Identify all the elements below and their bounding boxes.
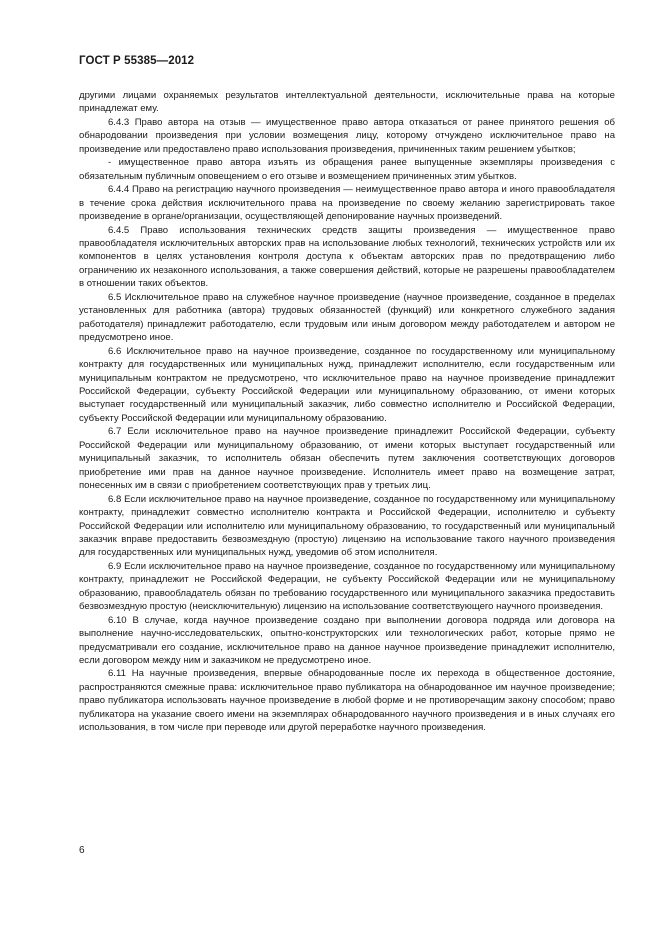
paragraph-6-10: 6.10 В случае, когда научное произведение создано при выполнении договора подряда или договора на выполнение научно-исследовательских, опытно-конструкторских или технологических работ, которые прямо не предусматривали его создание, исключительное право на данное научное произведение принадлежит исполнителю, если договором между ним и заказчиком не предусмотрено иное.: [79, 614, 615, 667]
paragraph-6-11: 6.11 На научные произведения, впервые обнародованные после их перехода в общественное достояние, распространяются смежные права: исключительное право публикатора на обнародованное им научное произведение; право публикатора использовать научное произведение в любой форме и не противоречащим закону способом; право публикатора на указание своего имени на экземплярах обнародованного научного произведения и в иных случаях его использования, в том числе при переводе или другой переработке научного произведения.: [79, 668, 615, 734]
paragraph-6-4-3: 6.4.3 Право автора на отзыв — имущественное право автора отказаться от ранее принятого решения об обнародовании произведения при условии возмещения лицу, которому отчуждено исключительное право на произведение или предоставлено право использования произведения, причиненных таким решением убытков;: [79, 116, 615, 155]
paragraph-6-4-5: 6.4.5 Право использования технических средств защиты произведения — имущественное право правообладателя исключительных авторских прав на использование любых технологий, технических устройств или их компонентов в целях установления контроля доступа к объектам авторских прав по предотвращению либо ограничению их незаконного использования, а также совершения действий, которые не разрешены правообладателем в отношении таких объектов.: [79, 224, 615, 290]
document-body: [79, 89, 615, 735]
paragraph-continuation: другими лицами охраняемых результатов интеллектуальной деятельности, исключительные права на которые принадлежат ему.: [79, 90, 615, 115]
paragraph-6-9: 6.9 Если исключительное право на научное произведение, созданное по государственному или муниципальному контракту, принадлежит не Российской Федерации, не субъекту Российской Федерации или не муниципальному образованию, правообладатель обязан по требованию государственного или муниципального заказчика предоставить безвозмездную простую (неисключительную) лицензию на использование соответствующего научного произведения.: [79, 560, 615, 613]
paragraph-6-8: 6.8 Если исключительное право на научное произведение, созданное по государственному или муниципальному контракту, принадлежит совместно исполнителю контракта и Российской Федерации, исполнителю и субъекту Российской Федерации или исполнителю или муниципальному образованию, то государственный или муниципальный заказчик вправе предоставить безвозмездную (простую) лицензию на использование такого научного произведения для государственных или муниципальных нужд, уведомив об этом исполнителя.: [79, 493, 615, 559]
document-header: ГОСТ Р 55385—2012: [79, 55, 195, 67]
page-number: 6: [79, 845, 85, 856]
paragraph-6-6: 6.6 Исключительное право на научное произведение, созданное по государственному или муниципальному контракту для государственных или муниципальных нужд, принадлежит исполнителю, если государственным или муниципальным контрактом не предусмотрено, что исключительное право на научное произведение принадлежит Российской Федерации, субъекту Российской Федерации или муниципальному образованию, от имени которых выступает государственный или муниципальный заказчик, либо совместно исполнителю и Российской Федерации, субъекту Российской Федерации или муниципальному образованию.: [79, 345, 615, 424]
paragraph-6-4-3-item: - имущественное право автора изъять из обращения ранее выпущенные экземпляры произведения с обязательным публичным оповещением о его отзыве и возмещением причиненных этим убытков.: [79, 157, 615, 182]
paragraph-6-4-4: 6.4.4 Право на регистрацию научного произведения — неимущественное право автора и иного правообладателя в течение срока действия исключительного права на произведение по своему желанию зарегистрировать такое произведение в органе/организации, осуществляющей депонирование научных произведений.: [79, 184, 615, 223]
paragraph-6-7: 6.7 Если исключительное право на научное произведение принадлежит Российской Федерации, субъекту Российской Федерации или муниципальному образованию, от имени которых выступает государственный или муниципальный заказчик, то исполнитель обязан обеспечить путем заключения соответствующих договоров приобретение ими прав на данное научное произведение. Исполнитель имеет право на возмещение затрат, понесенных им в связи с приобретением соответствующих прав у третьих лиц.: [79, 426, 615, 492]
paragraph-6-5: 6.5 Исключительное право на служебное научное произведение (научное произведение, созданное в пределах установленных для работника (автора) трудовых обязанностей (функций) или конкретного служебного задания работодателя) принадлежит работодателю, если трудовым или иным договором между работодателем и автором не предусмотрено иное.: [79, 291, 615, 344]
